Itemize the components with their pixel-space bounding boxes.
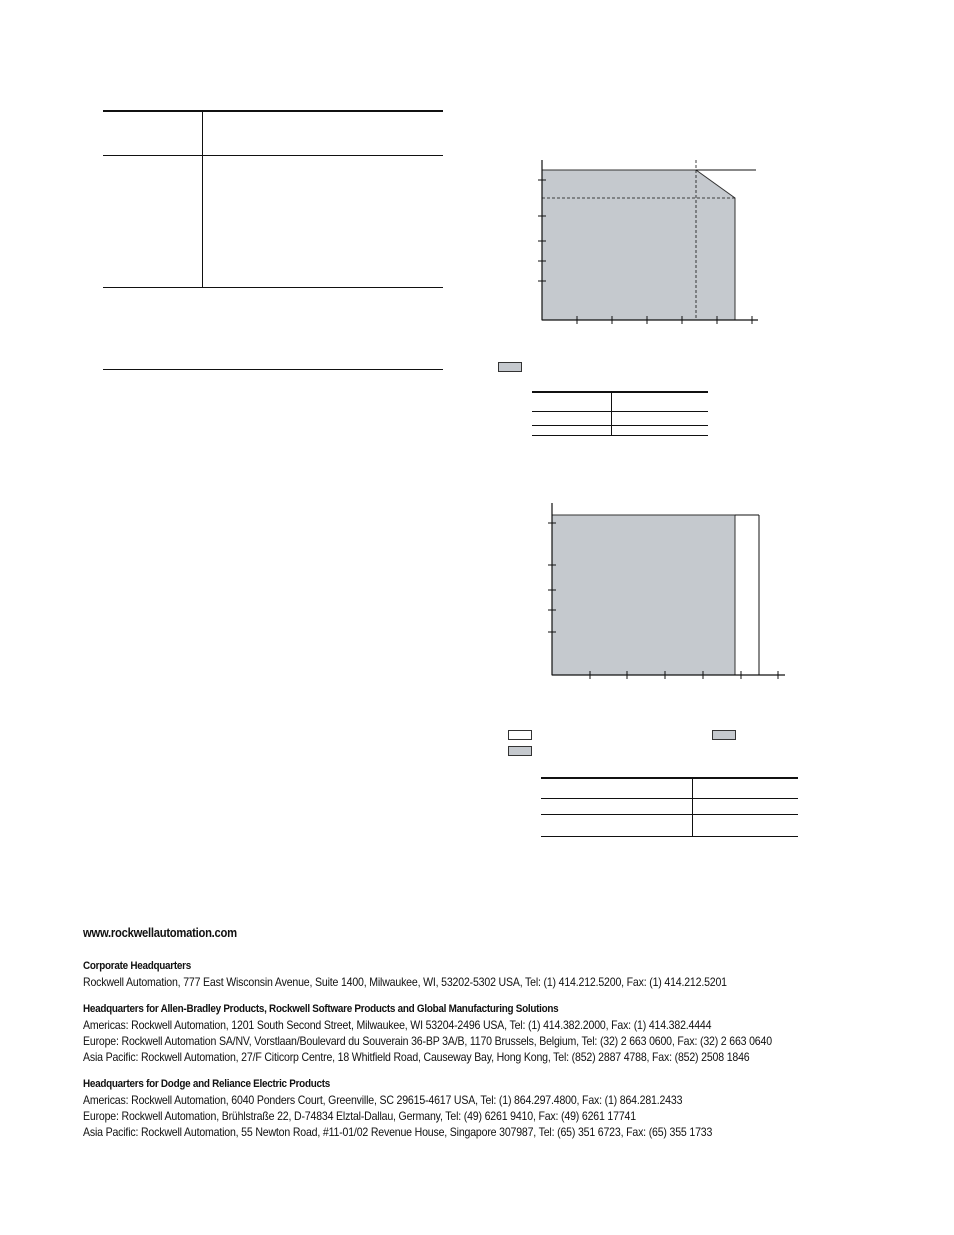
operating-chart-lower (530, 495, 800, 690)
allen-bradley-heading: Headquarters for Allen-Bradley Products, Rockwell Software Products and Global Manufacturing Solutions (83, 1003, 559, 1015)
spec-table-bottom-rule (103, 369, 443, 370)
allen-bradley-americas: Americas: Rockwell Automation, 1201 South Second Street, Milwaukee, WI 53204-2496 USA, Tel: (1) 414.382.2000, Fax: (1) 414.382.4444 (83, 1018, 712, 1032)
upper-small-table-row-rule (532, 425, 708, 426)
spec-table-column-rule (202, 111, 203, 287)
upper-small-table-column-rule (611, 392, 612, 436)
dodge-reliance-asia-pacific: Asia Pacific: Rockwell Automation, 55 Newton Road, #11-01/02 Revenue House, Singapore 307987, Tel: (65) 351 6723, Fax: (65) 355 1733 (83, 1125, 713, 1139)
spec-table-top-rule (103, 110, 443, 112)
spec-table-header-rule (103, 155, 443, 156)
dodge-reliance-americas: Americas: Rockwell Automation, 6040 Ponders Court, Greenville, SC 29615-4617 USA, Tel: (1) 864.297.4800, Fax: (1) 864.281.2433 (83, 1093, 683, 1107)
corporate-line: Rockwell Automation, 777 East Wisconsin Avenue, Suite 1400, Milwaukee, WI, 53202-5302 USA, Tel: (1) 414.212.5200, Fax: (1) 414.212.5201 (83, 975, 727, 989)
upper-small-table-top-rule (532, 391, 708, 393)
dodge-reliance-europe: Europe: Rockwell Automation, Brühlstraße 22, D-74834 Elztal-Dallau, Germany, Tel: (49) 6261 9410, Fax: (49) 6261 17741 (83, 1109, 636, 1123)
dodge-reliance-heading: Headquarters for Dodge and Reliance Electric Products (83, 1078, 331, 1090)
lower-small-table-column-rule (692, 778, 693, 836)
spec-table-row-rule (103, 287, 443, 288)
lower-small-table-row-rule (541, 814, 798, 815)
legend-swatch-white (508, 730, 532, 740)
operating-region-lower (552, 515, 735, 675)
allen-bradley-asia-pacific: Asia Pacific: Rockwell Automation, 27/F Citicorp Centre, 18 Whitfield Road, Causeway Bay, Hong Kong, Tel: (852) 2887 4788, Fax: (852) 2508 1846 (83, 1050, 750, 1064)
website-link[interactable]: www.rockwellautomation.com (83, 926, 237, 940)
lower-small-table-top-rule (541, 777, 798, 779)
corporate-heading: Corporate Headquarters (83, 960, 191, 972)
legend-swatch-gray-left (508, 746, 532, 756)
legend-swatch-upper (498, 362, 522, 372)
derating-chart-upper (520, 150, 770, 330)
allen-bradley-europe: Europe: Rockwell Automation SA/NV, Vorstlaan/Boulevard du Souverain 36-BP 3A/B, 1170 Brussels, Belgium, Tel: (32) 2 663 0600, Fax: (32) 2 663 0640 (83, 1034, 772, 1048)
upper-small-table-header-rule (532, 411, 708, 412)
operating-region-upper (542, 170, 735, 320)
lower-small-table-header-rule (541, 798, 798, 799)
upper-small-table-bottom-rule (532, 435, 708, 436)
lower-small-table-bottom-rule (541, 836, 798, 837)
legend-swatch-gray-right (712, 730, 736, 740)
footer-contacts (83, 926, 883, 1140)
